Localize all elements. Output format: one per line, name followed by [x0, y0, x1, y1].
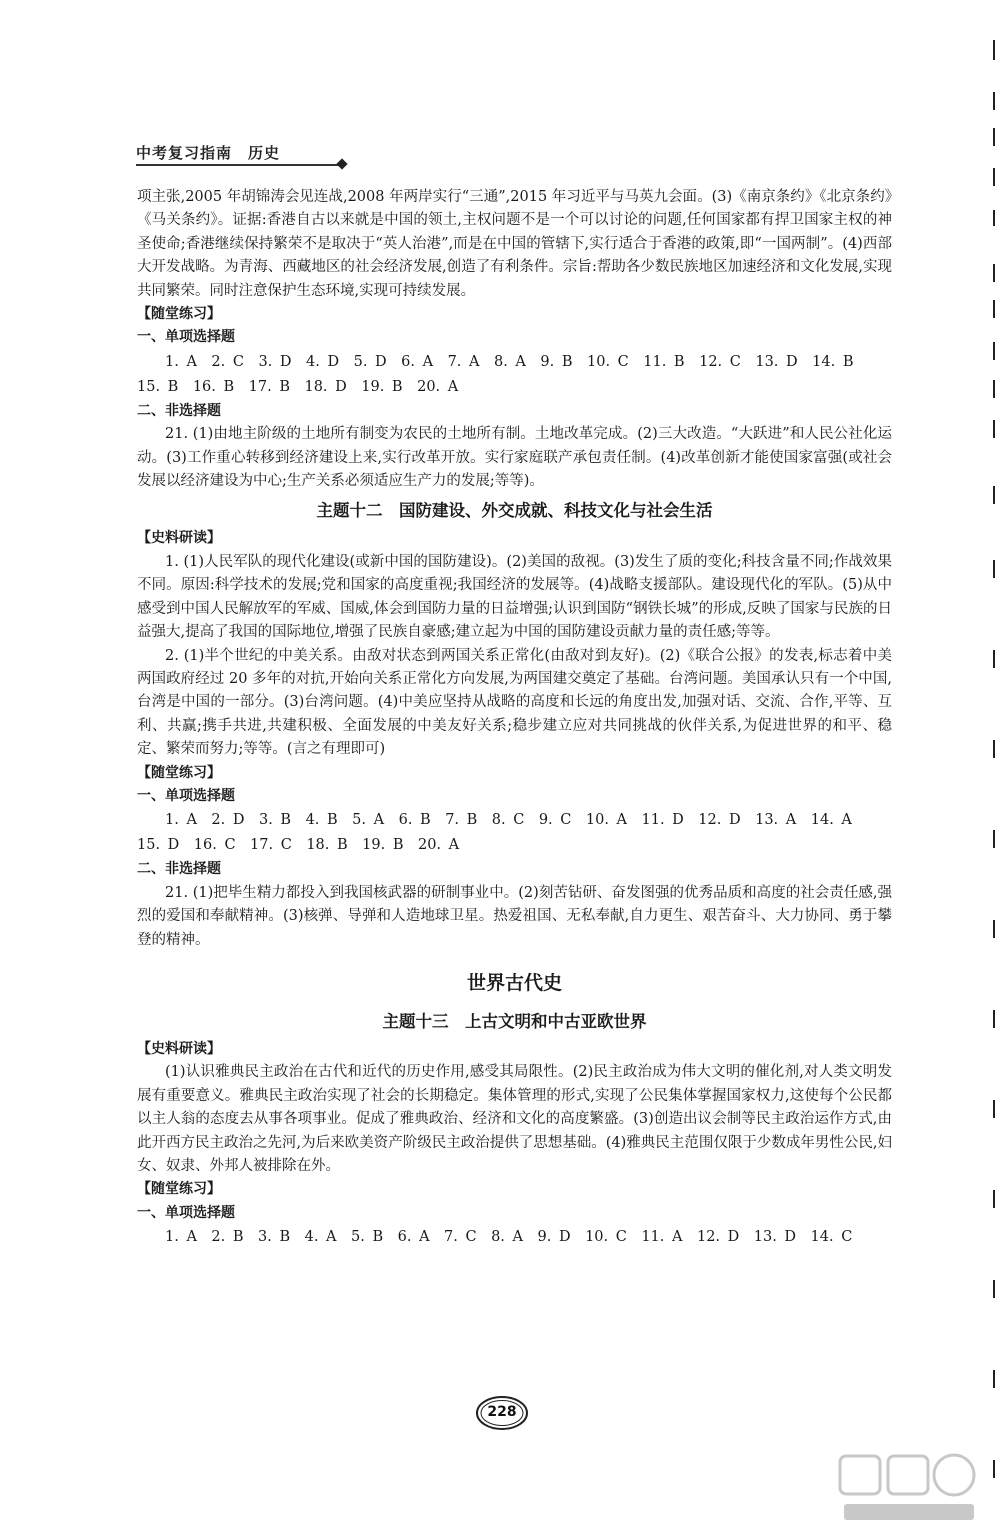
binding-edge-marks-icon — [988, 0, 1000, 1535]
header-title: 中考复习指南 历史 — [136, 144, 281, 162]
topic-heading: 主题十三 上古文明和中古亚欧世界 — [382, 1011, 647, 1031]
answer-key-row: 1. A 2. C 3. D 4. D 5. D 6. A 7. A 8. A 9. B 10. C 11. B 12. C 13. D 14. B — [165, 353, 854, 370]
answer-key-row: 15. B 16. B 17. B 18. D 19. B 20. A — [137, 378, 459, 395]
paragraph: 21. (1)把毕生精力都投入到我国核武器的研制事业中。(2)刻苦钻研、奋发图强的优秀品质和高度的社会责任感,强烈的爱国和奉献精神。(3)核弹、导弹和人造地球卫星。热爱祖国、无私奉献,自力更生、艰苦奋斗、大力协同、勇于攀登的精神。 — [137, 884, 892, 948]
section-tag: 【随堂练习】 — [137, 306, 221, 323]
page-number-badge — [474, 1393, 530, 1433]
subsection-heading: 二、非选择题 — [137, 402, 221, 419]
paragraph: 1. (1)人民军队的现代化建设(或新中国的国防建设)。(2)美国的敌视。(3)发生了质的变化;科技含量不同;作战效果不同。原因:科学技术的发展;党和国家的高度重视;我国经济的发展等。(4)战略支援部队。建设现代化的军队。(5)从中感受到中国人民解放军的军威、国威,体会到国防力量的日益增强;认识到国防“钢铁长城”的形成,反映了国家与民族的日益强大,提高了我国的国际地位,增强了民族自豪感;建立起为中国的国防建设贡献力量的责任感;等等。 — [137, 553, 892, 641]
header-rule — [136, 164, 341, 166]
paragraph: 项主张,2005 年胡锦涛会见连战,2008 年两岸实行“三通”,2015 年习近平与马英九会面。(3)《南京条约》《北京条约》《马关条约》。证据:香港自古以来就是中国的领土,主权问题不是一个可以讨论的问题,任何国家都有捍卫国家主权的神圣使命;香港继续保持繁荣不是取决于“英人治港”,而是在中国的管辖下,实行适合于香港的政策,即“一国两制”。(4)西部大开发战略。为青海、西藏地区的社会经济发展,创造了有利条件。宗旨:帮助各少数民族地区加速经济和文化发展,实现共同繁荣。同时注意保护生态环境,实现可持续发展。 — [137, 189, 892, 299]
site-watermark-logo-icon — [836, 1450, 986, 1530]
paragraph: 2. (1)半个世纪的中美关系。由敌对状态到两国关系正常化(由敌对到友好)。(2)《联合公报》的发表,标志着中美两国政府经过 20 多年的对抗,开始向关系正常化方向发展,为两国建交奠定了基础。台湾问题。美国承认只有一个中国,台湾是中国的一部分。(3)台湾问题。(4)中美应坚持从战略的高度和长远的角度出发,加强对话、交流、合作,平等、互利、共赢;携手共进,共建积极、全面发展的中美友好关系;稳步建立应对共同挑战的伙伴关系,为促进世界的和平、稳定、繁荣而努力;等等。(言之有理即可) — [137, 647, 892, 758]
answer-key-row: 1. A 2. D 3. B 4. B 5. A 6. B 7. B 8. C 9. C 10. A 11. D 12. D 13. A 14. A — [165, 812, 852, 829]
subsection-heading: 一、单项选择题 — [137, 329, 235, 346]
header-diamond-icon — [336, 158, 347, 169]
section-tag: 【史料研读】 — [137, 1040, 221, 1057]
answer-key-row: 15. D 16. C 17. C 18. B 19. B 20. A — [137, 837, 460, 854]
topic-heading: 主题十二 国防建设、外交成就、科技文化与社会生活 — [316, 501, 713, 521]
answer-key-row: 1. A 2. B 3. B 4. A 5. B 6. A 7. C 8. A 9. D 10. C 11. A 12. D 13. D 14. C — [165, 1229, 853, 1246]
paragraph: 21. (1)由地主阶级的土地所有制变为农民的土地所有制。土地改革完成。(2)三大改造。“大跃进”和人民公社化运动。(3)工作重心转移到经济建设上来,实行改革开放。实行家庭联产承包责任制。(4)改革创新才能使国家富强(或社会发展以经济建设为中心;生产关系必须适应生产力的发展;等等)。 — [137, 426, 892, 490]
page-number: 228 — [487, 1404, 517, 1420]
subsection-heading: 二、非选择题 — [137, 861, 221, 878]
section-tag: 【随堂练习】 — [137, 1181, 221, 1198]
subsection-heading: 一、单项选择题 — [137, 787, 235, 804]
section-tag: 【史料研读】 — [137, 530, 221, 547]
page-content — [137, 186, 892, 1250]
section-tag: 【随堂练习】 — [137, 764, 221, 781]
section-heading: 世界古代史 — [466, 971, 562, 994]
paragraph: (1)认识雅典民主政治在古代和近代的历史作用,感受其局限性。(2)民主政治成为伟大文明的催化剂,对人类文明发展有重要意义。雅典民主政治实现了社会的长期稳定。集体管理的形式,实现了公民集体掌握国家权力,这使每个公民都以主人翁的态度去从事各项事业。促成了雅典政治、经济和文化的高度繁盛。(3)创造出议会制等民主政治运作方式,由此开西方民主政治之先河,为后来欧美资产阶级民主政治提供了思想基础。(4)雅典民主范围仅限于少数成年男性公民,妇女、奴隶、外邦人被排除在外。 — [137, 1064, 892, 1174]
running-header — [136, 142, 356, 168]
subsection-heading: 一、单项选择题 — [137, 1204, 235, 1221]
